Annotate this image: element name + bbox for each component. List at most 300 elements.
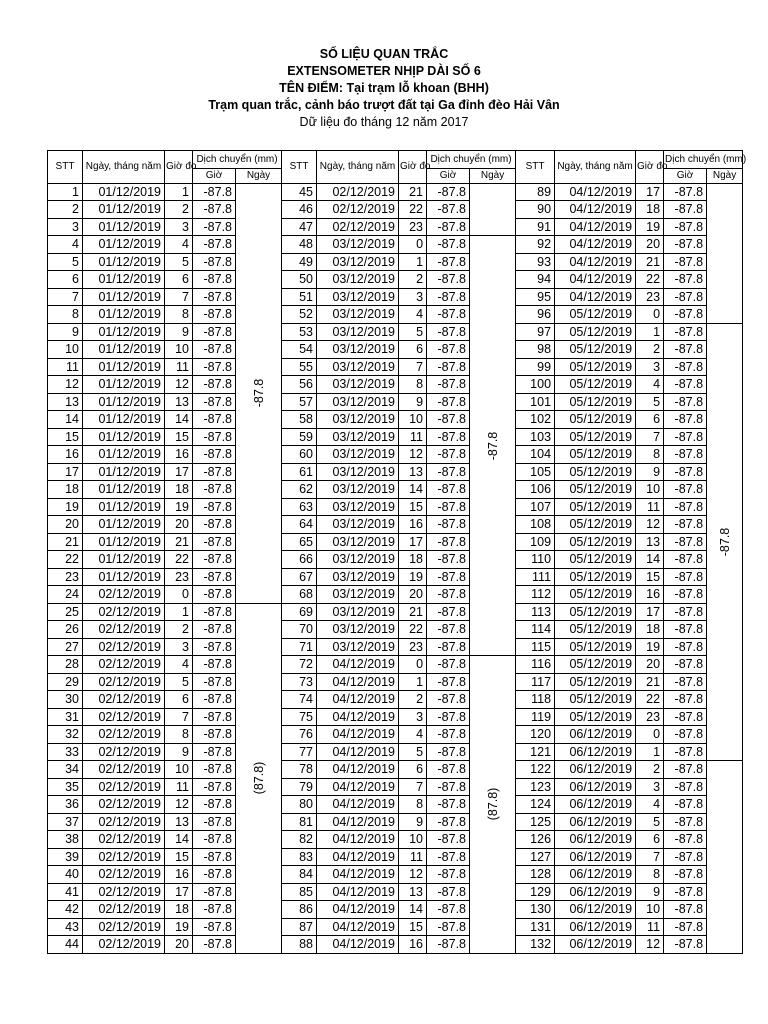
date-cell: 03/12/2019 bbox=[317, 253, 399, 271]
stt-cell: 115 bbox=[516, 638, 555, 656]
col-hour-header: Giờ đo bbox=[636, 151, 664, 184]
date-cell: 02/12/2019 bbox=[83, 778, 165, 796]
stt-cell: 80 bbox=[282, 796, 317, 814]
hour-cell: 15 bbox=[636, 568, 664, 586]
stt-cell: 44 bbox=[48, 936, 83, 954]
col-disp-header: Dịch chuyển (mm) bbox=[664, 151, 743, 169]
hour-cell: 9 bbox=[636, 463, 664, 481]
displacement-day-cell bbox=[707, 761, 743, 954]
displacement-hour-cell: -87.8 bbox=[193, 813, 236, 831]
date-cell: 01/12/2019 bbox=[83, 183, 165, 201]
displacement-hour-cell: -87.8 bbox=[664, 411, 707, 429]
date-cell: 02/12/2019 bbox=[83, 883, 165, 901]
hour-cell: 9 bbox=[636, 883, 664, 901]
date-cell: 02/12/2019 bbox=[83, 743, 165, 761]
displacement-hour-cell: -87.8 bbox=[193, 551, 236, 569]
displacement-day-cell bbox=[707, 183, 743, 323]
displacement-hour-cell: -87.8 bbox=[427, 498, 470, 516]
date-cell: 03/12/2019 bbox=[317, 306, 399, 324]
date-cell: 06/12/2019 bbox=[555, 831, 636, 849]
displacement-hour-cell: -87.8 bbox=[193, 936, 236, 954]
stt-cell: 71 bbox=[282, 638, 317, 656]
date-cell: 02/12/2019 bbox=[83, 621, 165, 639]
stt-cell: 68 bbox=[282, 586, 317, 604]
hour-cell: 7 bbox=[636, 848, 664, 866]
hour-cell: 9 bbox=[165, 323, 193, 341]
date-cell: 01/12/2019 bbox=[83, 253, 165, 271]
hour-cell: 16 bbox=[399, 936, 427, 954]
hour-cell: 17 bbox=[636, 183, 664, 201]
stt-cell: 9 bbox=[48, 323, 83, 341]
displacement-hour-cell: -87.8 bbox=[193, 848, 236, 866]
displacement-hour-cell: -87.8 bbox=[427, 866, 470, 884]
hour-cell: 5 bbox=[165, 673, 193, 691]
stt-cell: 107 bbox=[516, 498, 555, 516]
displacement-hour-cell: -87.8 bbox=[664, 446, 707, 464]
date-cell: 01/12/2019 bbox=[83, 533, 165, 551]
displacement-hour-cell: -87.8 bbox=[193, 498, 236, 516]
data-period: Dữ liệu đo tháng 12 năm 2017 bbox=[299, 115, 469, 129]
table-row bbox=[48, 866, 743, 884]
hour-cell: 3 bbox=[636, 778, 664, 796]
date-cell: 02/12/2019 bbox=[83, 691, 165, 709]
displacement-hour-cell: -87.8 bbox=[427, 883, 470, 901]
col-hour-header: Giờ đo bbox=[399, 151, 427, 184]
date-cell: 03/12/2019 bbox=[317, 271, 399, 289]
displacement-hour-cell: -87.8 bbox=[427, 341, 470, 359]
stt-cell: 69 bbox=[282, 603, 317, 621]
stt-cell: 30 bbox=[48, 691, 83, 709]
stt-cell: 2 bbox=[48, 201, 83, 219]
stt-cell: 36 bbox=[48, 796, 83, 814]
hour-cell: 7 bbox=[165, 708, 193, 726]
displacement-hour-cell: -87.8 bbox=[427, 393, 470, 411]
table-row bbox=[48, 656, 743, 674]
stt-cell: 121 bbox=[516, 743, 555, 761]
stt-cell: 93 bbox=[516, 253, 555, 271]
date-cell: 02/12/2019 bbox=[83, 796, 165, 814]
displacement-hour-cell: -87.8 bbox=[664, 936, 707, 954]
displacement-hour-cell: -87.8 bbox=[427, 323, 470, 341]
date-cell: 06/12/2019 bbox=[555, 848, 636, 866]
stt-cell: 32 bbox=[48, 726, 83, 744]
stt-cell: 111 bbox=[516, 568, 555, 586]
displacement-hour-cell: -87.8 bbox=[193, 866, 236, 884]
displacement-hour-cell: -87.8 bbox=[427, 236, 470, 254]
stt-cell: 123 bbox=[516, 778, 555, 796]
table-row bbox=[48, 831, 743, 849]
hour-cell: 14 bbox=[399, 481, 427, 499]
displacement-hour-cell: -87.8 bbox=[664, 918, 707, 936]
hour-cell: 17 bbox=[399, 533, 427, 551]
hour-cell: 7 bbox=[399, 358, 427, 376]
date-cell: 03/12/2019 bbox=[317, 481, 399, 499]
displacement-hour-cell: -87.8 bbox=[427, 778, 470, 796]
stt-cell: 27 bbox=[48, 638, 83, 656]
hour-cell: 1 bbox=[165, 183, 193, 201]
hour-cell: 11 bbox=[165, 358, 193, 376]
date-cell: 05/12/2019 bbox=[555, 358, 636, 376]
displacement-hour-cell: -87.8 bbox=[664, 236, 707, 254]
date-cell: 04/12/2019 bbox=[317, 848, 399, 866]
stt-cell: 116 bbox=[516, 656, 555, 674]
hour-cell: 9 bbox=[165, 743, 193, 761]
stt-cell: 50 bbox=[282, 271, 317, 289]
displacement-hour-cell: -87.8 bbox=[193, 726, 236, 744]
stt-cell: 47 bbox=[282, 218, 317, 236]
hour-cell: 17 bbox=[165, 463, 193, 481]
displacement-hour-cell: -87.8 bbox=[664, 393, 707, 411]
table-row bbox=[48, 621, 743, 639]
date-cell: 02/12/2019 bbox=[83, 638, 165, 656]
hour-cell: 15 bbox=[165, 848, 193, 866]
hour-cell: 13 bbox=[636, 533, 664, 551]
date-cell: 06/12/2019 bbox=[555, 796, 636, 814]
date-cell: 04/12/2019 bbox=[317, 831, 399, 849]
date-cell: 05/12/2019 bbox=[555, 516, 636, 534]
date-cell: 01/12/2019 bbox=[83, 288, 165, 306]
stt-cell: 5 bbox=[48, 253, 83, 271]
stt-cell: 114 bbox=[516, 621, 555, 639]
stt-cell: 101 bbox=[516, 393, 555, 411]
displacement-hour-cell: -87.8 bbox=[193, 393, 236, 411]
displacement-hour-cell: -87.8 bbox=[664, 551, 707, 569]
table-row bbox=[48, 796, 743, 814]
hour-cell: 17 bbox=[165, 883, 193, 901]
table-row bbox=[48, 428, 743, 446]
displacement-hour-cell: -87.8 bbox=[427, 288, 470, 306]
hour-cell: 10 bbox=[165, 341, 193, 359]
stt-cell: 51 bbox=[282, 288, 317, 306]
stt-cell: 65 bbox=[282, 533, 317, 551]
data-table bbox=[47, 150, 747, 954]
date-cell: 01/12/2019 bbox=[83, 236, 165, 254]
date-cell: 03/12/2019 bbox=[317, 551, 399, 569]
hour-cell: 11 bbox=[399, 848, 427, 866]
hour-cell: 2 bbox=[165, 201, 193, 219]
displacement-hour-cell: -87.8 bbox=[193, 603, 236, 621]
hour-cell: 9 bbox=[399, 393, 427, 411]
date-cell: 04/12/2019 bbox=[555, 201, 636, 219]
displacement-hour-cell: -87.8 bbox=[427, 936, 470, 954]
displacement-hour-cell: -87.8 bbox=[193, 271, 236, 289]
hour-cell: 0 bbox=[399, 656, 427, 674]
date-cell: 01/12/2019 bbox=[83, 341, 165, 359]
displacement-hour-cell: -87.8 bbox=[193, 796, 236, 814]
date-cell: 05/12/2019 bbox=[555, 638, 636, 656]
stt-cell: 23 bbox=[48, 568, 83, 586]
displacement-hour-cell: -87.8 bbox=[664, 533, 707, 551]
displacement-hour-cell: -87.8 bbox=[427, 551, 470, 569]
date-cell: 03/12/2019 bbox=[317, 428, 399, 446]
stt-cell: 102 bbox=[516, 411, 555, 429]
displacement-hour-cell: -87.8 bbox=[427, 918, 470, 936]
date-cell: 01/12/2019 bbox=[83, 428, 165, 446]
date-cell: 05/12/2019 bbox=[555, 656, 636, 674]
date-cell: 03/12/2019 bbox=[317, 498, 399, 516]
date-cell: 03/12/2019 bbox=[317, 358, 399, 376]
date-cell: 03/12/2019 bbox=[317, 288, 399, 306]
table-row bbox=[48, 481, 743, 499]
col-sub-hour: Giờ bbox=[664, 168, 707, 183]
stt-cell: 118 bbox=[516, 691, 555, 709]
hour-cell: 10 bbox=[165, 761, 193, 779]
date-cell: 03/12/2019 bbox=[317, 446, 399, 464]
hour-cell: 18 bbox=[636, 621, 664, 639]
date-cell: 04/12/2019 bbox=[317, 901, 399, 919]
displacement-hour-cell: -87.8 bbox=[193, 656, 236, 674]
stt-cell: 131 bbox=[516, 918, 555, 936]
displacement-hour-cell: -87.8 bbox=[664, 708, 707, 726]
stt-cell: 78 bbox=[282, 761, 317, 779]
stt-cell: 108 bbox=[516, 516, 555, 534]
stt-cell: 56 bbox=[282, 376, 317, 394]
hour-cell: 10 bbox=[636, 481, 664, 499]
displacement-hour-cell: -87.8 bbox=[427, 813, 470, 831]
date-cell: 02/12/2019 bbox=[83, 656, 165, 674]
hour-cell: 12 bbox=[165, 796, 193, 814]
displacement-hour-cell: -87.8 bbox=[193, 341, 236, 359]
table-row bbox=[48, 551, 743, 569]
displacement-hour-cell: -87.8 bbox=[664, 656, 707, 674]
hour-cell: 14 bbox=[636, 551, 664, 569]
hour-cell: 4 bbox=[636, 796, 664, 814]
hour-cell: 4 bbox=[165, 656, 193, 674]
hour-cell: 23 bbox=[399, 218, 427, 236]
stt-cell: 35 bbox=[48, 778, 83, 796]
date-cell: 04/12/2019 bbox=[317, 761, 399, 779]
date-cell: 05/12/2019 bbox=[555, 341, 636, 359]
report-title: SỐ LIỆU QUAN TRẮC bbox=[319, 47, 449, 61]
displacement-hour-cell: -87.8 bbox=[664, 831, 707, 849]
stt-cell: 120 bbox=[516, 726, 555, 744]
date-cell: 02/12/2019 bbox=[317, 183, 399, 201]
date-cell: 01/12/2019 bbox=[83, 516, 165, 534]
date-cell: 03/12/2019 bbox=[317, 341, 399, 359]
date-cell: 04/12/2019 bbox=[555, 218, 636, 236]
date-cell: 06/12/2019 bbox=[555, 743, 636, 761]
hour-cell: 23 bbox=[165, 568, 193, 586]
stt-cell: 38 bbox=[48, 831, 83, 849]
date-cell: 02/12/2019 bbox=[83, 586, 165, 604]
displacement-hour-cell: -87.8 bbox=[427, 603, 470, 621]
table-row bbox=[48, 498, 743, 516]
stt-cell: 95 bbox=[516, 288, 555, 306]
date-cell: 01/12/2019 bbox=[83, 323, 165, 341]
date-cell: 02/12/2019 bbox=[83, 831, 165, 849]
hour-cell: 22 bbox=[165, 551, 193, 569]
hour-cell: 0 bbox=[636, 726, 664, 744]
date-cell: 02/12/2019 bbox=[83, 708, 165, 726]
hour-cell: 10 bbox=[399, 411, 427, 429]
date-cell: 04/12/2019 bbox=[555, 236, 636, 254]
displacement-hour-cell: -87.8 bbox=[193, 778, 236, 796]
stt-cell: 20 bbox=[48, 516, 83, 534]
hour-cell: 0 bbox=[399, 236, 427, 254]
date-cell: 03/12/2019 bbox=[317, 411, 399, 429]
stt-cell: 84 bbox=[282, 866, 317, 884]
hour-cell: 7 bbox=[165, 288, 193, 306]
stt-cell: 79 bbox=[282, 778, 317, 796]
table-row bbox=[48, 778, 743, 796]
displacement-hour-cell: -87.8 bbox=[427, 253, 470, 271]
hour-cell: 13 bbox=[399, 463, 427, 481]
date-cell: 05/12/2019 bbox=[555, 551, 636, 569]
hour-cell: 8 bbox=[636, 446, 664, 464]
hour-cell: 8 bbox=[399, 796, 427, 814]
stt-cell: 3 bbox=[48, 218, 83, 236]
col-sub-hour: Giờ bbox=[427, 168, 470, 183]
hour-cell: 22 bbox=[636, 271, 664, 289]
hour-cell: 13 bbox=[399, 883, 427, 901]
hour-cell: 16 bbox=[636, 586, 664, 604]
col-stt-header: STT bbox=[282, 151, 317, 184]
displacement-day-value: (87.8) bbox=[251, 761, 266, 795]
stt-cell: 104 bbox=[516, 446, 555, 464]
col-disp-header: Dịch chuyển (mm) bbox=[427, 151, 516, 169]
table-row bbox=[48, 463, 743, 481]
hour-cell: 20 bbox=[636, 236, 664, 254]
table-row bbox=[48, 708, 743, 726]
displacement-hour-cell: -87.8 bbox=[427, 831, 470, 849]
hour-cell: 2 bbox=[636, 761, 664, 779]
displacement-hour-cell: -87.8 bbox=[664, 463, 707, 481]
displacement-hour-cell: -87.8 bbox=[664, 218, 707, 236]
hour-cell: 7 bbox=[399, 778, 427, 796]
displacement-hour-cell: -87.8 bbox=[664, 271, 707, 289]
date-cell: 04/12/2019 bbox=[555, 271, 636, 289]
displacement-hour-cell: -87.8 bbox=[664, 183, 707, 201]
date-cell: 05/12/2019 bbox=[555, 498, 636, 516]
date-cell: 03/12/2019 bbox=[317, 393, 399, 411]
hour-cell: 7 bbox=[636, 428, 664, 446]
date-cell: 05/12/2019 bbox=[555, 708, 636, 726]
displacement-hour-cell: -87.8 bbox=[193, 288, 236, 306]
date-cell: 03/12/2019 bbox=[317, 638, 399, 656]
displacement-hour-cell: -87.8 bbox=[664, 813, 707, 831]
hour-cell: 20 bbox=[165, 936, 193, 954]
stt-cell: 122 bbox=[516, 761, 555, 779]
hour-cell: 6 bbox=[399, 761, 427, 779]
hour-cell: 20 bbox=[165, 516, 193, 534]
hour-cell: 5 bbox=[636, 393, 664, 411]
displacement-hour-cell: -87.8 bbox=[427, 796, 470, 814]
hour-cell: 15 bbox=[399, 918, 427, 936]
stt-cell: 53 bbox=[282, 323, 317, 341]
date-cell: 01/12/2019 bbox=[83, 306, 165, 324]
table-row bbox=[48, 568, 743, 586]
displacement-hour-cell: -87.8 bbox=[427, 428, 470, 446]
displacement-day-cell bbox=[470, 236, 516, 656]
hour-cell: 5 bbox=[399, 743, 427, 761]
stt-cell: 6 bbox=[48, 271, 83, 289]
table-row bbox=[48, 533, 743, 551]
table-row bbox=[48, 236, 743, 254]
report-header bbox=[0, 46, 768, 131]
hour-cell: 3 bbox=[399, 708, 427, 726]
date-cell: 01/12/2019 bbox=[83, 393, 165, 411]
table-row bbox=[48, 586, 743, 604]
displacement-hour-cell: -87.8 bbox=[193, 411, 236, 429]
stt-cell: 70 bbox=[282, 621, 317, 639]
date-cell: 03/12/2019 bbox=[317, 533, 399, 551]
table-row bbox=[48, 358, 743, 376]
stt-cell: 62 bbox=[282, 481, 317, 499]
table-row bbox=[48, 201, 743, 219]
displacement-hour-cell: -87.8 bbox=[427, 708, 470, 726]
stt-cell: 64 bbox=[282, 516, 317, 534]
hour-cell: 2 bbox=[399, 271, 427, 289]
col-date-header: Ngày, tháng năm bbox=[83, 151, 165, 184]
col-sub-hour: Giờ bbox=[193, 168, 236, 183]
hour-cell: 14 bbox=[165, 831, 193, 849]
displacement-hour-cell: -87.8 bbox=[427, 621, 470, 639]
table-row bbox=[48, 323, 743, 341]
displacement-hour-cell: -87.8 bbox=[427, 306, 470, 324]
displacement-hour-cell: -87.8 bbox=[193, 236, 236, 254]
displacement-hour-cell: -87.8 bbox=[664, 376, 707, 394]
date-cell: 06/12/2019 bbox=[555, 901, 636, 919]
displacement-hour-cell: -87.8 bbox=[664, 673, 707, 691]
hour-cell: 15 bbox=[165, 428, 193, 446]
displacement-day-value: -87.8 bbox=[485, 431, 500, 460]
date-cell: 05/12/2019 bbox=[555, 393, 636, 411]
hour-cell: 21 bbox=[399, 183, 427, 201]
stt-cell: 60 bbox=[282, 446, 317, 464]
displacement-hour-cell: -87.8 bbox=[664, 621, 707, 639]
displacement-hour-cell: -87.8 bbox=[664, 691, 707, 709]
col-sub-day: Ngày bbox=[707, 168, 743, 183]
hour-cell: 9 bbox=[399, 813, 427, 831]
stt-cell: 92 bbox=[516, 236, 555, 254]
date-cell: 01/12/2019 bbox=[83, 218, 165, 236]
date-cell: 05/12/2019 bbox=[555, 568, 636, 586]
date-cell: 06/12/2019 bbox=[555, 918, 636, 936]
stt-cell: 26 bbox=[48, 621, 83, 639]
stt-cell: 117 bbox=[516, 673, 555, 691]
table-row bbox=[48, 761, 743, 779]
stt-cell: 96 bbox=[516, 306, 555, 324]
date-cell: 01/12/2019 bbox=[83, 201, 165, 219]
date-cell: 02/12/2019 bbox=[83, 726, 165, 744]
col-sub-day: Ngày bbox=[236, 168, 282, 183]
date-cell: 02/12/2019 bbox=[83, 761, 165, 779]
displacement-day-cell bbox=[236, 603, 282, 953]
hour-cell: 22 bbox=[636, 691, 664, 709]
hour-cell: 3 bbox=[165, 638, 193, 656]
date-cell: 06/12/2019 bbox=[555, 813, 636, 831]
stt-cell: 94 bbox=[516, 271, 555, 289]
hour-cell: 21 bbox=[399, 603, 427, 621]
hour-cell: 16 bbox=[165, 446, 193, 464]
hour-cell: 12 bbox=[399, 866, 427, 884]
hour-cell: 19 bbox=[399, 568, 427, 586]
stt-cell: 58 bbox=[282, 411, 317, 429]
hour-cell: 21 bbox=[165, 533, 193, 551]
displacement-hour-cell: -87.8 bbox=[427, 218, 470, 236]
stt-cell: 52 bbox=[282, 306, 317, 324]
displacement-hour-cell: -87.8 bbox=[193, 831, 236, 849]
stt-cell: 4 bbox=[48, 236, 83, 254]
stt-cell: 88 bbox=[282, 936, 317, 954]
hour-cell: 20 bbox=[399, 586, 427, 604]
stt-cell: 87 bbox=[282, 918, 317, 936]
hour-cell: 6 bbox=[165, 271, 193, 289]
hour-cell: 6 bbox=[165, 691, 193, 709]
date-cell: 02/12/2019 bbox=[83, 673, 165, 691]
stt-cell: 61 bbox=[282, 463, 317, 481]
stt-cell: 105 bbox=[516, 463, 555, 481]
